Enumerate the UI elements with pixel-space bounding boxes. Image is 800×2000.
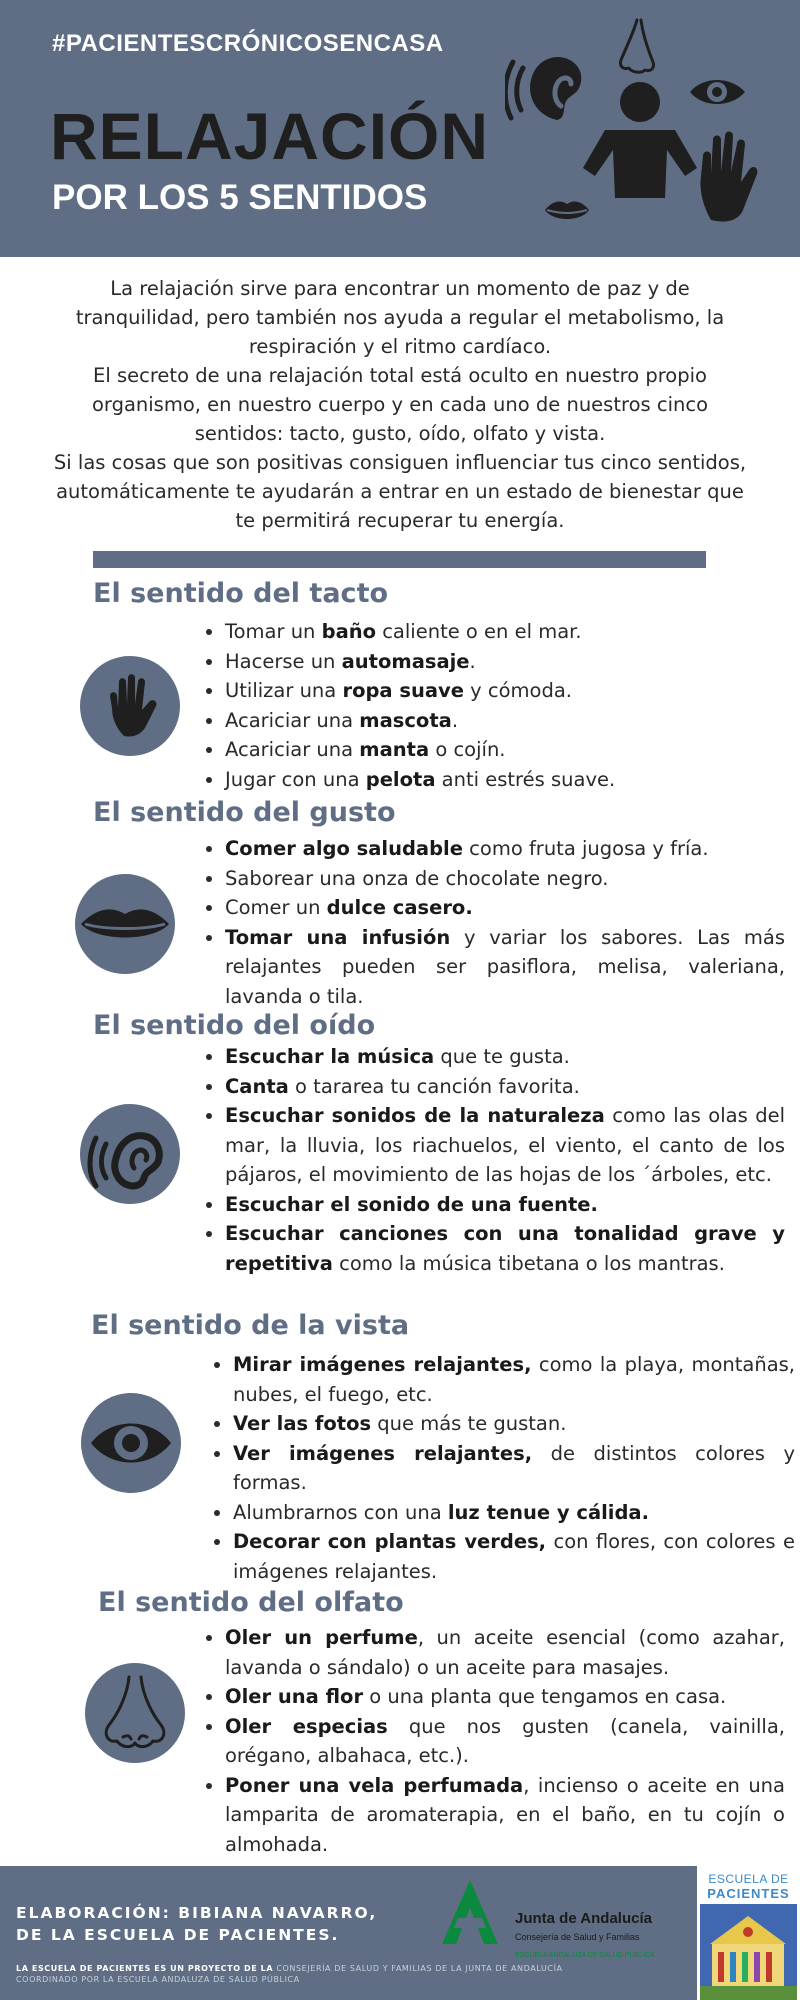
list-item: • Acariciar una manta o cojín. <box>225 735 785 765</box>
senses-illustration <box>505 10 760 235</box>
header-banner <box>0 0 800 257</box>
junta-name: Junta de Andalucía <box>515 1910 652 1927</box>
ep-line-2: PACIENTES <box>707 1886 790 1901</box>
intro-paragraph-1: La relajación sirve para encontrar un momento de paz y de tranquilidad, pero también nos ayuda a regular el metabolismo, la respiración y el ritmo cardíaco. <box>75 277 725 358</box>
list-item: • Escuchar el sonido de una fuente. <box>225 1190 785 1220</box>
eye-icon <box>81 1393 181 1493</box>
list-item: • Comer algo saludable como fruta jugosa y fría. <box>225 834 785 864</box>
list-item: • Saborear una onza de chocolate negro. <box>225 864 785 894</box>
nose-icon <box>85 1663 185 1763</box>
legal-line-2: COORDINADO POR LA ESCUELA ANDALUZA DE SALUD PÚBLICA <box>16 1975 300 1984</box>
section-title-vista: El sentido de la vista <box>91 1310 410 1341</box>
list-item: • Ver las fotos que más te gustan. <box>233 1409 795 1439</box>
building-illustration-icon <box>700 1904 797 2000</box>
junta-school: ESCUELA ANDALUZA DE SALUD PÚBLICA <box>515 1952 655 1959</box>
eye-icon <box>690 80 745 104</box>
section-title-gusto: El sentido del gusto <box>93 797 396 828</box>
list-item: • Hacerse un automasaje. <box>225 647 785 677</box>
hand-icon <box>700 132 757 222</box>
list-tacto <box>199 617 785 794</box>
vista-circle <box>81 1393 181 1493</box>
divider-bar <box>93 551 706 568</box>
list-item: • Oler especias que nos gusten (canela, vainilla, orégano, albahaca, etc.). <box>225 1712 785 1771</box>
list-gusto <box>199 834 785 1011</box>
footer <box>0 1866 800 2000</box>
list-item: • Decorar con plantas verdes, con flores, con colores e imágenes relajantes. <box>233 1527 795 1586</box>
credit-line-1: ELABORACIÓN: BIBIANA NAVARRO, <box>16 1904 378 1922</box>
list-item: • Oler una flor o una planta que tengamos en casa. <box>225 1682 785 1712</box>
list-item: • Oler un perfume, un aceite esencial (como azahar, lavanda o sándalo) o un aceite para masajes. <box>225 1623 785 1682</box>
tacto-circle <box>80 656 180 756</box>
list-vista <box>207 1350 795 1586</box>
ep-line-1: ESCUELA DE <box>708 1872 789 1886</box>
hand-icon <box>80 656 180 756</box>
list-item: • Escuchar canciones con una tonalidad grave y repetitiva como la música tibetana o los mantras. <box>225 1219 785 1278</box>
gusto-circle <box>75 874 175 974</box>
list-item: • Comer un dulce casero. <box>225 893 785 923</box>
list-olfato <box>199 1623 785 1859</box>
lips-icon <box>75 874 175 974</box>
section-title-tacto: El sentido del tacto <box>93 578 389 609</box>
list-item: • Escuchar sonidos de la naturaleza como las olas del mar, la lluvia, los riachuelos, el viento, el canto de los pájaros, el movimiento de las hojas de los ´árboles, etc. <box>225 1101 785 1190</box>
section-title-oido: El sentido del oído <box>93 1010 376 1041</box>
list-item: • Ver imágenes relajantes, de distintos colores y formas. <box>233 1439 795 1498</box>
list-item: • Utilizar una ropa suave y cómoda. <box>225 676 785 706</box>
intro-text <box>48 274 752 535</box>
page-subtitle: POR LOS 5 SENTIDOS <box>52 178 428 217</box>
legal-bold: LA ESCUELA DE PACIENTES ES UN PROYECTO DE LA <box>16 1964 274 1973</box>
list-item: • Escuchar la música que te gusta. <box>225 1042 785 1072</box>
list-item: • Tomar una infusión y variar los sabores. Las más relajantes pueden ser pasiflora, melisa, valeriana, lavanda o tila. <box>225 923 785 1012</box>
list-item: • Jugar con una pelota anti estrés suave. <box>225 765 785 795</box>
person-icon <box>583 82 697 198</box>
junta-logo-icon <box>440 1878 500 1946</box>
nose-icon <box>620 20 653 72</box>
hashtag: #PACIENTESCRÓNICOSENCASA <box>52 30 444 57</box>
section-title-olfato: El sentido del olfato <box>98 1587 404 1618</box>
intro-paragraph-2: El secreto de una relajación total está oculto en nuestro propio organismo, en nuestro cuerpo y en cada uno de nuestros cinco sentidos: tacto, gusto, oído, olfato y vista. <box>91 364 709 445</box>
ear-icon <box>505 57 581 120</box>
lips-icon <box>545 202 589 219</box>
list-item: • Acariciar una mascota. <box>225 706 785 736</box>
intro-paragraph-3: Si las cosas que son positivas consiguen influenciar tus cinco sentidos, automáticamente te ayudarán a entrar en un estado de bienestar que te permitirá recuperar tu energía. <box>53 451 747 532</box>
list-item: • Poner una vela perfumada, incienso o aceite en una lamparita de aromaterapia, en el baño, en tu cojín o almohada. <box>225 1771 785 1860</box>
oido-circle <box>80 1104 180 1204</box>
junta-sub: Consejería de Salud y Familias <box>515 1932 640 1942</box>
page-title: RELAJACIÓN <box>50 99 490 173</box>
list-oido <box>199 1042 785 1278</box>
list-item: • Tomar un baño caliente o en el mar. <box>225 617 785 647</box>
footer-legal <box>16 1963 616 1985</box>
list-item: • Alumbrarnos con una luz tenue y cálida. <box>233 1498 795 1528</box>
credit-line-2: DE LA ESCUELA DE PACIENTES. <box>16 1926 340 1944</box>
ear-icon <box>80 1104 180 1204</box>
escuela-pacientes-logo <box>697 1866 800 2000</box>
legal-rest: CONSEJERÍA DE SALUD Y FAMILIAS DE LA JUNTA DE ANDALUCÍA <box>273 1964 563 1973</box>
olfato-circle <box>85 1663 185 1763</box>
list-item: • Canta o tararea tu canción favorita. <box>225 1072 785 1102</box>
list-item: • Mirar imágenes relajantes, como la playa, montañas, nubes, el fuego, etc. <box>233 1350 795 1409</box>
